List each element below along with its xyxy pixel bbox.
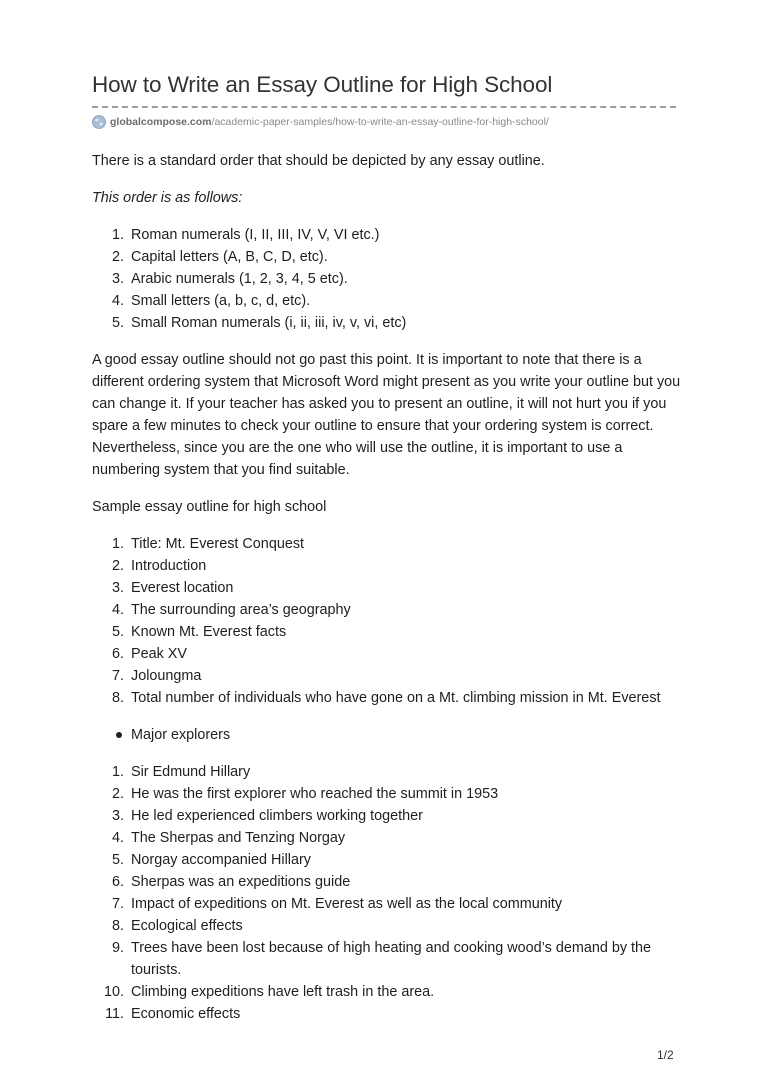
list-item-number: 6.: [111, 646, 124, 662]
list-item-text: Introduction: [131, 558, 207, 574]
list-item-text: Ecological effects: [131, 918, 243, 934]
intro-paragraph: There is a standard order that should be depicted by any essay outline.: [92, 153, 545, 169]
list-item-number: 1.: [111, 536, 124, 552]
list-item-text: Impact of expeditions on Mt. Everest as well as the local community: [131, 896, 563, 912]
list-item: [92, 599, 682, 621]
body-paragraph: A good essay outline should not go past this point. It is important to note that there is a different ordering system that Microsoft Word might present as you write your outline but you can change it. If your teacher has asked you to present an outline, it will not hurt you if you spare a few minutes to check your outline to ensure that your ordering system is correct. Nevertheless, since you are the one who will use the outline, it is important to use a numbering system that you find suitable.: [92, 352, 681, 478]
list-item: [92, 555, 682, 577]
list-item: [92, 268, 682, 290]
bullet-item-text: Major explorers: [131, 727, 231, 743]
list-item: [92, 871, 682, 893]
list-item-number: 1.: [111, 764, 124, 780]
list-item-text: Title: Mt. Everest Conquest: [131, 536, 305, 552]
bullet-item: [92, 724, 682, 746]
list-item-text: He was the first explorer who reached the summit in 1953: [131, 786, 499, 802]
list-item: [92, 665, 682, 687]
list-item-text: Norgay accompanied Hillary: [131, 852, 311, 868]
list-item-number: 7.: [111, 896, 124, 912]
list-item: [92, 805, 682, 827]
list-item-text: Everest location: [131, 580, 234, 596]
list-item: [92, 937, 682, 981]
list-item-number: 9.: [111, 940, 124, 956]
list-item-text: Sir Edmund Hillary: [131, 764, 251, 780]
list-item-text: Small letters (a, b, c, d, etc).: [131, 293, 311, 309]
globe-icon: [92, 115, 106, 129]
list-item: [92, 621, 682, 643]
list-item-number: 3.: [111, 808, 124, 824]
list-item-number: 11.: [105, 1006, 124, 1022]
list-item-number: 10.: [103, 984, 124, 1000]
list-item: [92, 761, 682, 783]
list-item-number: 5.: [111, 624, 124, 640]
list-item-text: Climbing expeditions have left trash in the area.: [131, 984, 435, 1000]
list-item-text: Capital letters (A, B, C, D, etc).: [131, 249, 328, 265]
list-item-number: 3.: [111, 580, 124, 596]
list-item: [92, 849, 682, 871]
list-item: [92, 981, 682, 1003]
order-heading: This order is as follows:: [92, 190, 243, 206]
list-item-number: 5.: [111, 315, 124, 331]
list-item: [92, 290, 682, 312]
bullet-list: [92, 724, 682, 746]
list-item-number: 1.: [111, 227, 124, 243]
list-item: [92, 687, 682, 709]
page-number: 1/2: [657, 1048, 674, 1062]
list-item: [92, 915, 682, 937]
list-item-number: 7.: [111, 668, 124, 684]
list-item-text: Sherpas was an expeditions guide: [131, 874, 351, 890]
list-item-number: 4.: [111, 602, 124, 618]
list-item-text: Small Roman numerals (i, ii, iii, iv, v, vi, etc): [131, 315, 407, 331]
list-item-number: 2.: [111, 558, 124, 574]
list-item: [92, 246, 682, 268]
list-item: [92, 577, 682, 599]
list-item-text: Trees have been lost because of high heating and cooking wood’s demand by the tourists.: [131, 940, 652, 978]
list-item-text: He led experienced climbers working together: [131, 808, 423, 824]
sample-heading: Sample essay outline for high school: [92, 499, 327, 515]
list-item-number: 8.: [111, 690, 124, 706]
explorer-list: [92, 761, 682, 1025]
list-item-number: 4.: [111, 293, 124, 309]
title-divider: [92, 106, 676, 108]
list-item-number: 5.: [111, 852, 124, 868]
list-item: [92, 1003, 682, 1025]
list-item-number: 6.: [111, 874, 124, 890]
list-item-text: Peak XV: [131, 646, 187, 662]
source-link[interactable]: [92, 113, 549, 131]
list-item-text: Economic effects: [131, 1006, 241, 1022]
list-item: [92, 312, 682, 334]
list-item-text: Joloungma: [131, 668, 202, 684]
order-list: [92, 224, 682, 334]
list-item-number: 2.: [111, 249, 124, 265]
list-item: [92, 893, 682, 915]
bullet-dot-icon: [116, 732, 122, 738]
list-item-number: 8.: [111, 918, 124, 934]
document-body: [92, 150, 682, 1040]
list-item-number: 4.: [111, 830, 124, 846]
document-title: How to Write an Essay Outline for High School: [92, 72, 553, 97]
list-item-text: The Sherpas and Tenzing Norgay: [131, 830, 346, 846]
list-item-text: Known Mt. Everest facts: [131, 624, 287, 640]
list-item-text: Arabic numerals (1, 2, 3, 4, 5 etc).: [131, 271, 348, 287]
source-path[interactable]: /academic-paper-samples/how-to-write-an-essay-outline-for-high-school/: [211, 116, 549, 128]
list-item-text: The surrounding area’s geography: [131, 602, 351, 618]
list-item: [92, 533, 682, 555]
list-item-text: Total number of individuals who have gone on a Mt. climbing mission in Mt. Everest: [131, 690, 661, 706]
list-item: [92, 224, 682, 246]
list-item-number: 3.: [111, 271, 124, 287]
list-item: [92, 643, 682, 665]
list-item: [92, 783, 682, 805]
list-item-text: Roman numerals (I, II, III, IV, V, VI etc.): [131, 227, 380, 243]
source-domain[interactable]: globalcompose.com: [110, 116, 212, 128]
list-item-number: 2.: [111, 786, 124, 802]
list-item: [92, 827, 682, 849]
sample-outline-list: [92, 533, 682, 709]
